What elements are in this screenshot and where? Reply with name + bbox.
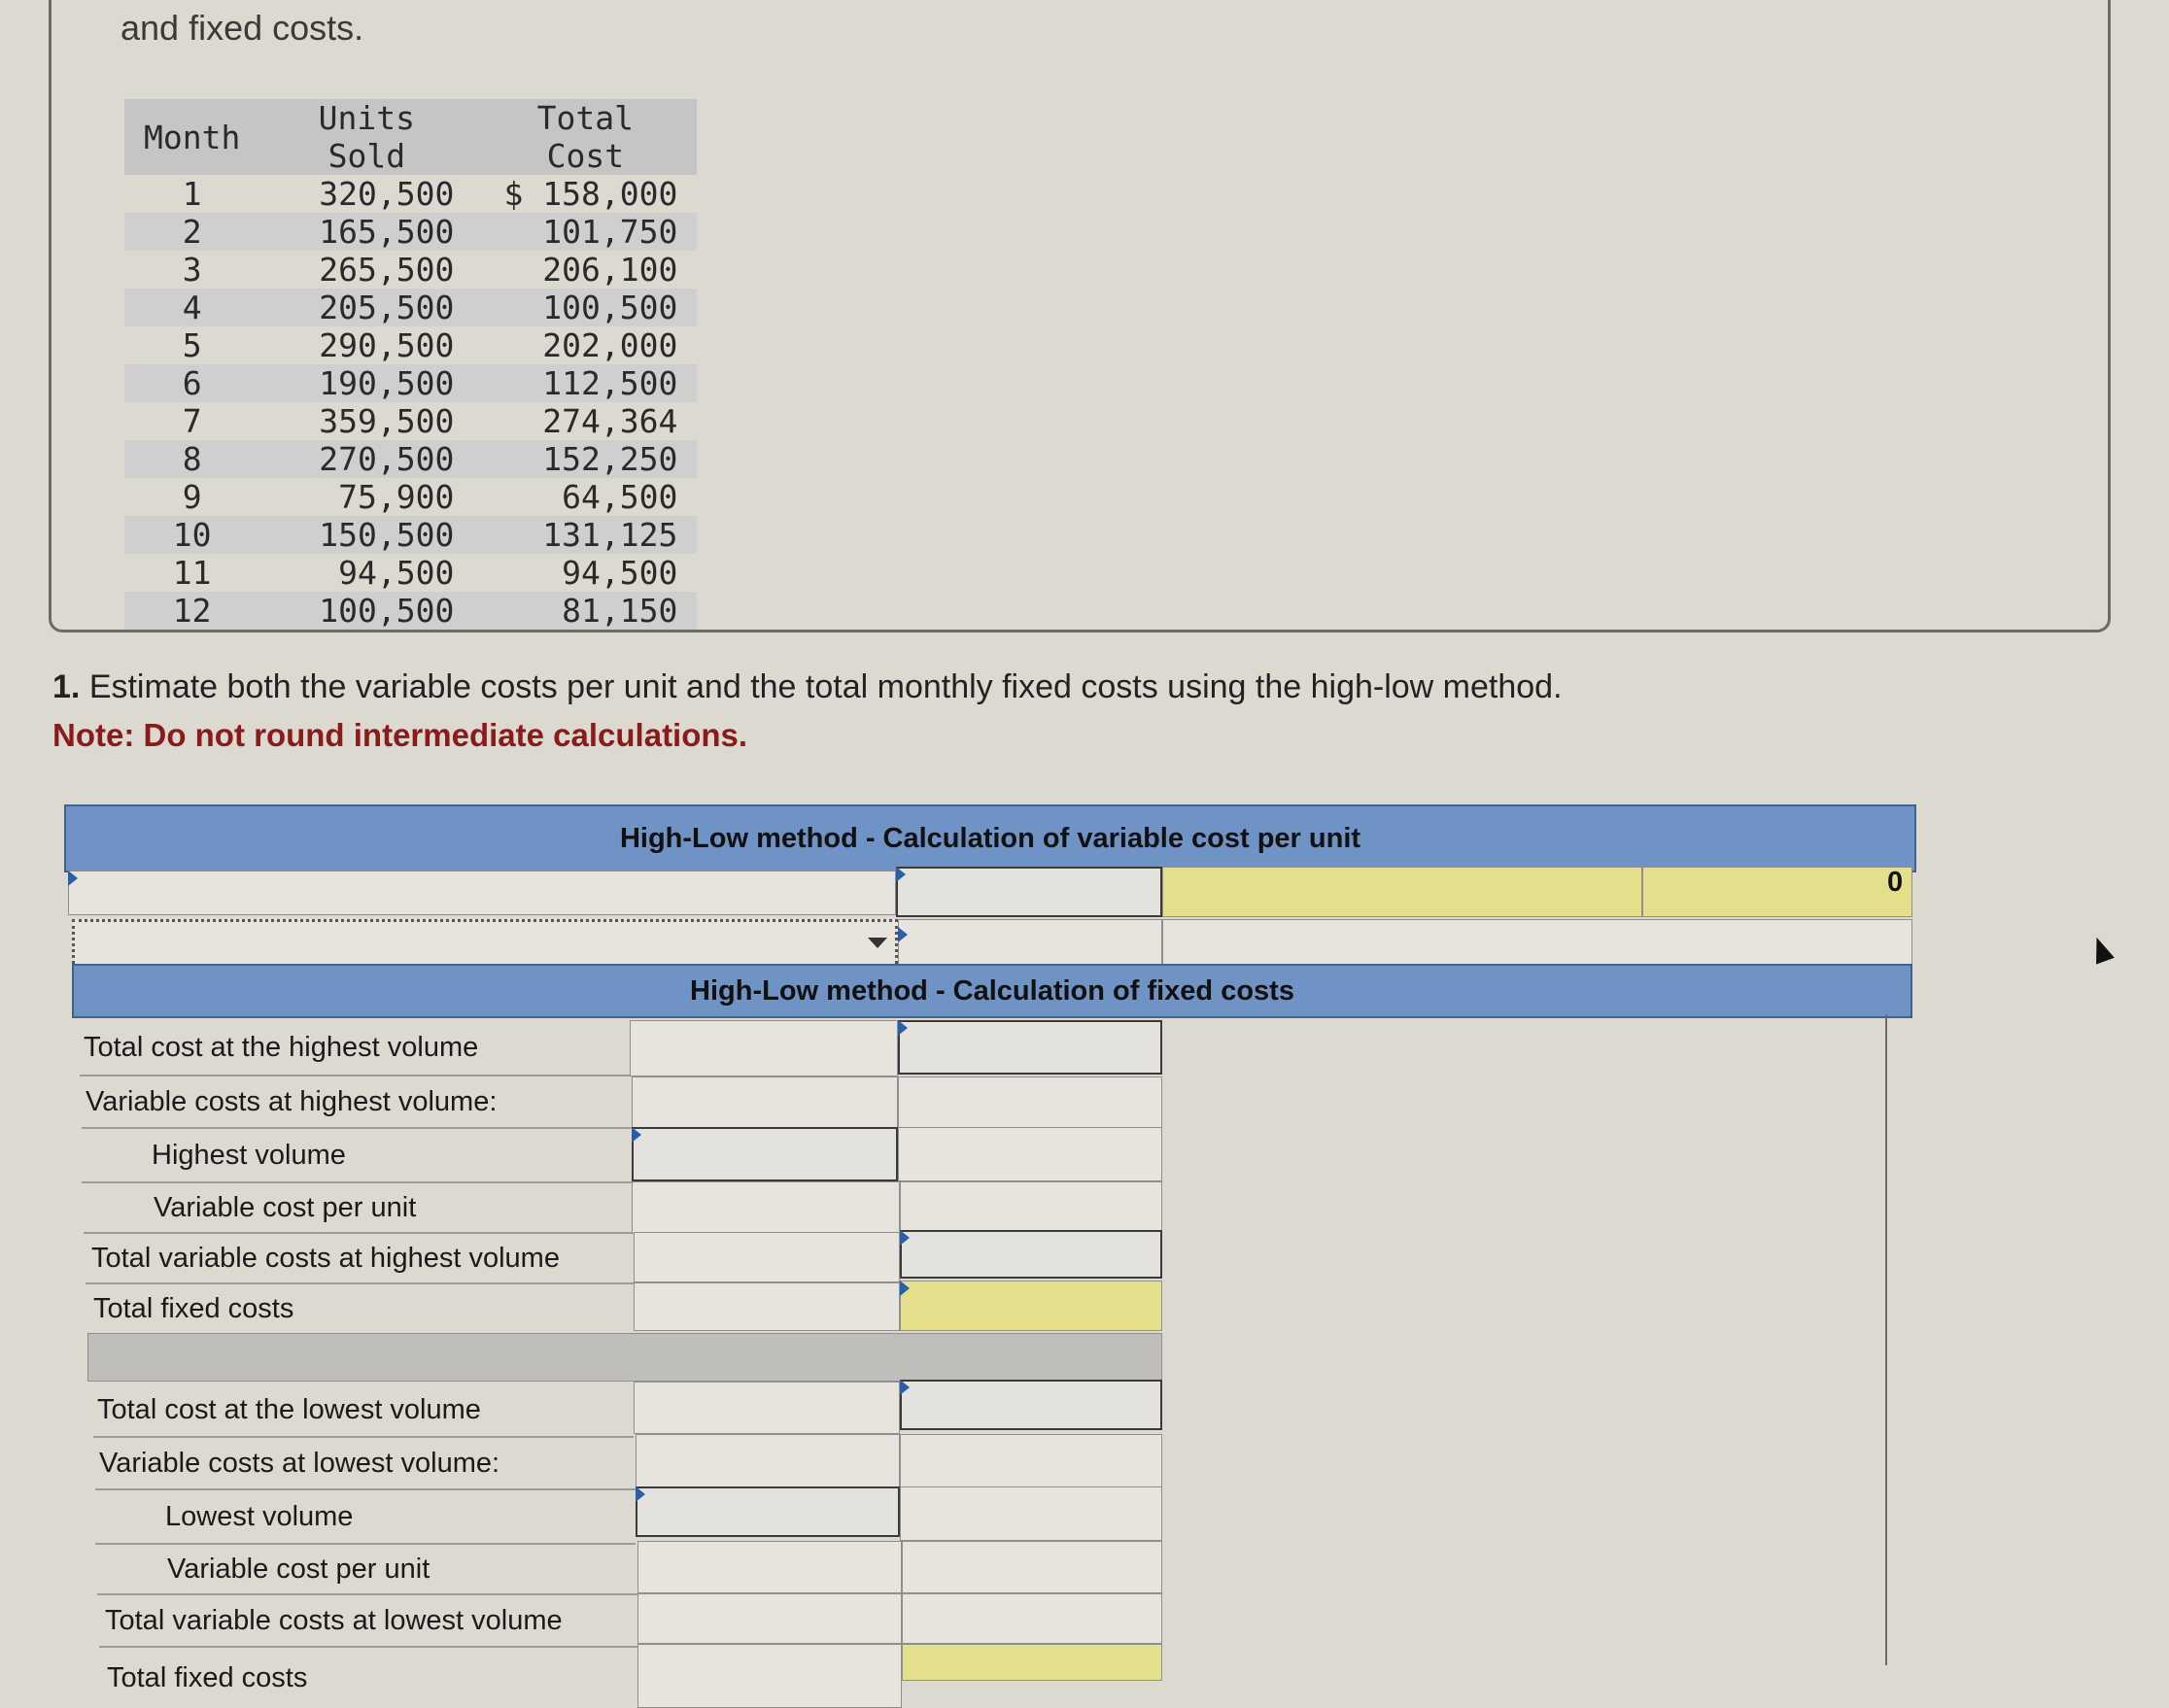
label-total-cost-highest: Total cost at the highest volume bbox=[80, 1020, 630, 1076]
table-row bbox=[124, 251, 697, 289]
entry-flag-icon bbox=[636, 1486, 645, 1502]
high-total-variable-left-cell bbox=[634, 1232, 900, 1282]
variable-result-cell bbox=[1162, 867, 1642, 917]
col-total-cost: Total Cost bbox=[473, 99, 697, 175]
total-cost-cell: 64,500 bbox=[562, 478, 678, 516]
units-cost-table bbox=[124, 99, 697, 630]
high-vcpu-right-cell bbox=[900, 1181, 1162, 1234]
label-variable-costs-highest: Variable costs at highest volume: bbox=[82, 1076, 632, 1129]
units-sold-cell: 290,500 bbox=[319, 326, 455, 364]
low-fixed-left-cell bbox=[637, 1644, 902, 1708]
label-variable-cost-per-unit-high: Variable cost per unit bbox=[84, 1183, 634, 1234]
month-cell: 11 bbox=[172, 554, 212, 592]
total-cost-cell: 112,500 bbox=[473, 364, 697, 402]
table-border bbox=[1885, 1014, 1887, 1665]
label-total-variable-highest: Total variable costs at highest volume bbox=[86, 1234, 634, 1284]
table-row bbox=[124, 592, 697, 630]
total-cost-cell: $ 158,000 bbox=[503, 175, 678, 213]
high-fixed-left-cell bbox=[634, 1282, 900, 1331]
highest-volume-input[interactable] bbox=[632, 1127, 898, 1181]
label-lowest-volume: Lowest volume bbox=[95, 1490, 636, 1545]
low-fixed-result-cell bbox=[902, 1644, 1162, 1681]
total-cost-cell: 131,125 bbox=[473, 516, 697, 554]
variable-row2-dropdown[interactable] bbox=[72, 919, 898, 970]
table-row bbox=[124, 289, 697, 326]
units-sold-cell: 359,500 bbox=[319, 402, 455, 440]
high-total-cost-input[interactable] bbox=[898, 1020, 1162, 1075]
high-vcpu-left-cell bbox=[632, 1181, 900, 1234]
label-variable-costs-lowest: Variable costs at lowest volume: bbox=[95, 1438, 636, 1490]
variable-cost-header: High-Low method - Calculation of variable cost per unit bbox=[64, 804, 1916, 872]
table-row bbox=[124, 478, 697, 516]
units-sold-cell: 100,500 bbox=[259, 592, 473, 630]
entry-flag-icon bbox=[898, 927, 908, 942]
entry-flag-icon bbox=[900, 1281, 910, 1296]
low-total-cost-left-cell bbox=[634, 1382, 900, 1434]
entry-flag-icon bbox=[900, 1380, 910, 1395]
total-cost-cell: 101,750 bbox=[473, 213, 697, 251]
entry-flag-icon bbox=[900, 1230, 910, 1246]
table-row bbox=[124, 175, 697, 213]
variable-row1-amount-input[interactable] bbox=[896, 867, 1162, 917]
total-cost-cell: 94,500 bbox=[562, 554, 678, 592]
total-cost-cell: 100,500 bbox=[473, 289, 697, 326]
lowest-volume-right-cell bbox=[900, 1486, 1162, 1541]
section-separator bbox=[87, 1333, 1162, 1382]
month-cell: 4 bbox=[124, 289, 259, 326]
month-cell: 7 bbox=[182, 402, 202, 440]
units-sold-cell: 265,500 bbox=[319, 251, 455, 289]
chevron-down-icon bbox=[868, 938, 887, 948]
high-fixed-result-cell bbox=[900, 1281, 1162, 1331]
low-total-variable-right-cell bbox=[902, 1593, 1162, 1644]
low-total-variable-left-cell bbox=[637, 1593, 902, 1644]
entry-flag-icon bbox=[68, 871, 78, 886]
table-row bbox=[124, 516, 697, 554]
month-cell: 10 bbox=[124, 516, 259, 554]
intro-text: and fixed costs. bbox=[120, 8, 364, 48]
total-cost-cell: 152,250 bbox=[473, 440, 697, 478]
highest-volume-right-cell bbox=[898, 1127, 1162, 1181]
total-cost-cell: 206,100 bbox=[542, 251, 678, 289]
month-cell: 5 bbox=[182, 326, 202, 364]
label-total-fixed-low: Total fixed costs bbox=[107, 1661, 308, 1693]
mouse-pointer-icon bbox=[2087, 934, 2115, 964]
month-cell: 1 bbox=[182, 175, 202, 213]
low-total-cost-input[interactable] bbox=[900, 1380, 1162, 1430]
units-sold-cell: 320,500 bbox=[319, 175, 455, 213]
high-total-variable-input[interactable] bbox=[900, 1230, 1162, 1279]
high-variable-costs-right-cell bbox=[898, 1076, 1162, 1129]
total-cost-cell: 274,364 bbox=[542, 402, 678, 440]
total-cost-cell: 202,000 bbox=[542, 326, 678, 364]
units-sold-cell: 75,900 bbox=[338, 478, 455, 516]
high-total-cost-left-cell bbox=[630, 1020, 898, 1076]
month-cell: 12 bbox=[124, 592, 259, 630]
table-row bbox=[124, 326, 697, 364]
units-sold-cell: 150,500 bbox=[259, 516, 473, 554]
lowest-volume-input[interactable] bbox=[636, 1486, 900, 1537]
variable-row1-label-input[interactable] bbox=[68, 871, 896, 915]
table-row bbox=[124, 440, 697, 478]
units-sold-cell: 190,500 bbox=[259, 364, 473, 402]
units-sold-cell: 205,500 bbox=[259, 289, 473, 326]
label-total-cost-lowest: Total cost at the lowest volume bbox=[93, 1383, 634, 1438]
low-variable-costs-left-cell bbox=[636, 1434, 900, 1488]
low-vcpu-right-cell bbox=[902, 1541, 1162, 1593]
high-variable-costs-left-cell bbox=[632, 1076, 898, 1129]
units-sold-cell: 94,500 bbox=[338, 554, 455, 592]
col-month: Month bbox=[124, 99, 259, 175]
units-sold-cell: 270,500 bbox=[259, 440, 473, 478]
month-cell: 2 bbox=[124, 213, 259, 251]
table-row bbox=[124, 402, 697, 440]
label-highest-volume: Highest volume bbox=[82, 1129, 632, 1183]
entry-flag-icon bbox=[632, 1127, 641, 1143]
low-vcpu-left-cell bbox=[637, 1541, 902, 1593]
question-number: 1. bbox=[52, 668, 81, 705]
month-cell: 3 bbox=[182, 251, 202, 289]
table-row bbox=[124, 364, 697, 402]
variable-row2-empty-cell bbox=[1162, 919, 1912, 970]
units-sold-cell: 165,500 bbox=[259, 213, 473, 251]
month-cell: 9 bbox=[182, 478, 202, 516]
fixed-cost-header: High-Low method - Calculation of fixed costs bbox=[72, 964, 1912, 1018]
note-text: Note: Do not round intermediate calculations. bbox=[52, 717, 748, 753]
question-body: Estimate both the variable costs per unit and the total monthly fixed costs using the high-low method. bbox=[88, 668, 1563, 705]
label-total-fixed-high: Total fixed costs bbox=[87, 1284, 634, 1335]
col-units-sold: Units Sold bbox=[259, 99, 473, 175]
entry-flag-icon bbox=[898, 1020, 908, 1036]
table-row bbox=[124, 554, 697, 592]
label-variable-cost-per-unit-low: Variable cost per unit bbox=[97, 1545, 637, 1595]
month-cell: 8 bbox=[124, 440, 259, 478]
table-row bbox=[124, 213, 697, 251]
month-cell: 6 bbox=[124, 364, 259, 402]
entry-flag-icon bbox=[896, 867, 906, 882]
question-text bbox=[52, 668, 1563, 706]
variable-result-value-cell bbox=[1642, 867, 1912, 917]
label-total-variable-lowest: Total variable costs at lowest volume bbox=[99, 1595, 637, 1648]
variable-row2-amount-input[interactable] bbox=[898, 919, 1162, 970]
total-cost-cell: 81,150 bbox=[473, 592, 697, 630]
variable-result-value: 0 bbox=[1887, 867, 1904, 898]
low-variable-costs-right-cell bbox=[900, 1434, 1162, 1488]
